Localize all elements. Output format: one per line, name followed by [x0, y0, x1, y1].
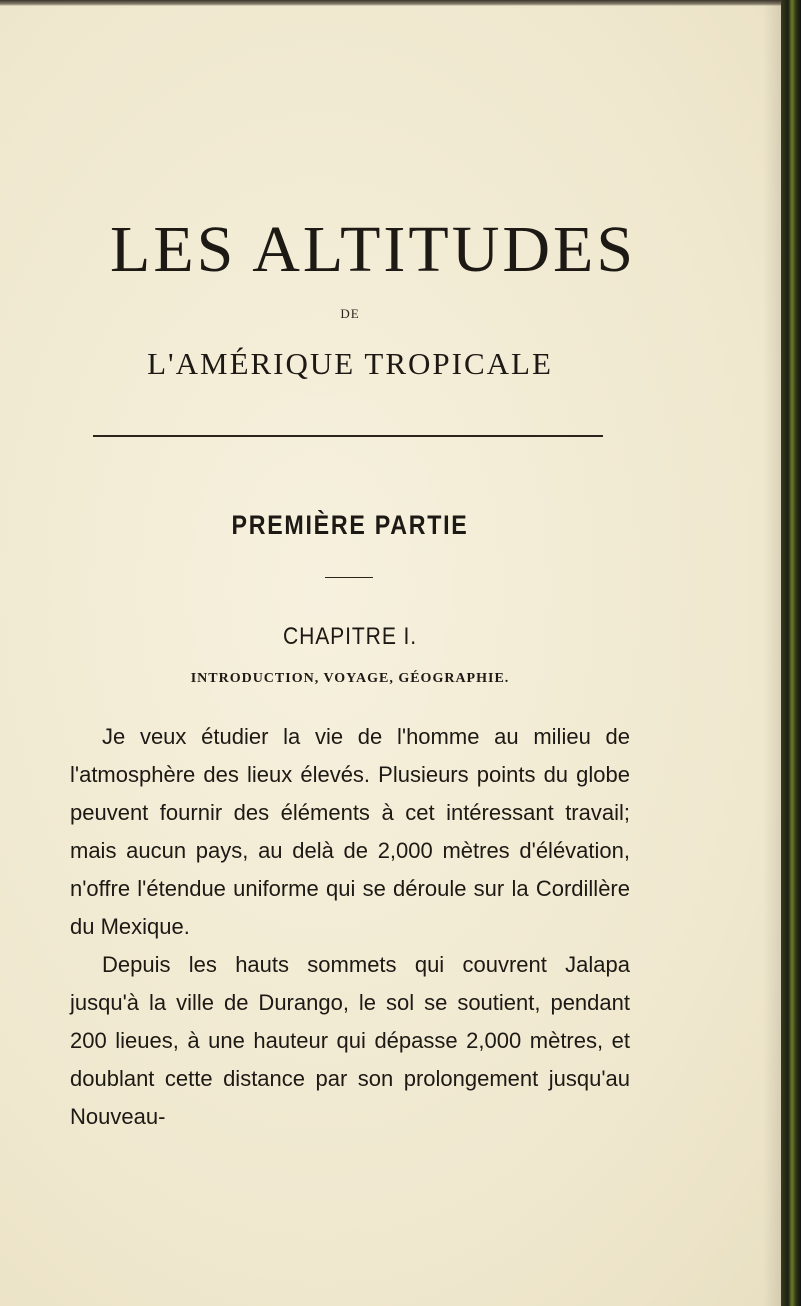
- book-subtitle: L'AMÉRIQUE TROPICALE: [147, 346, 553, 381]
- chapter-heading: CHAPITRE I.: [282, 623, 418, 650]
- title-connector: DE: [340, 306, 360, 321]
- book-binding-edge: [781, 0, 801, 1306]
- page-top-edge: [0, 0, 801, 6]
- body-text: [70, 718, 630, 1136]
- paragraph: Depuis les hauts sommets qui couvrent Jalapa jusqu'à la ville de Durango, le sol se soutient, pendant 200 lieues, à une hauteur qui dépasse 2,000 mètres, et doublant cette distance par son prolongement jusqu'au Nouveau-: [70, 952, 630, 1129]
- gutter-shadow: [763, 0, 781, 1306]
- paragraph: Je veux étudier la vie de l'homme au milieu de l'atmosphère des lieux élevés. Plusieurs points du globe peuvent fournir des éléments à cet intéressant travail; mais aucun pays, au delà de 2,000 mètres d'élévation, n'offre l'étendue uniforme qui se déroule sur la Cordillère du Mexique.: [70, 724, 630, 939]
- book-title: LES ALTITUDES: [110, 213, 637, 286]
- chapter-subheading: INTRODUCTION, VOYAGE, GÉOGRAPHIE.: [190, 671, 510, 686]
- title-divider: [93, 435, 603, 437]
- part-divider: [325, 577, 373, 578]
- part-heading: PREMIÈRE PARTIE: [231, 510, 469, 540]
